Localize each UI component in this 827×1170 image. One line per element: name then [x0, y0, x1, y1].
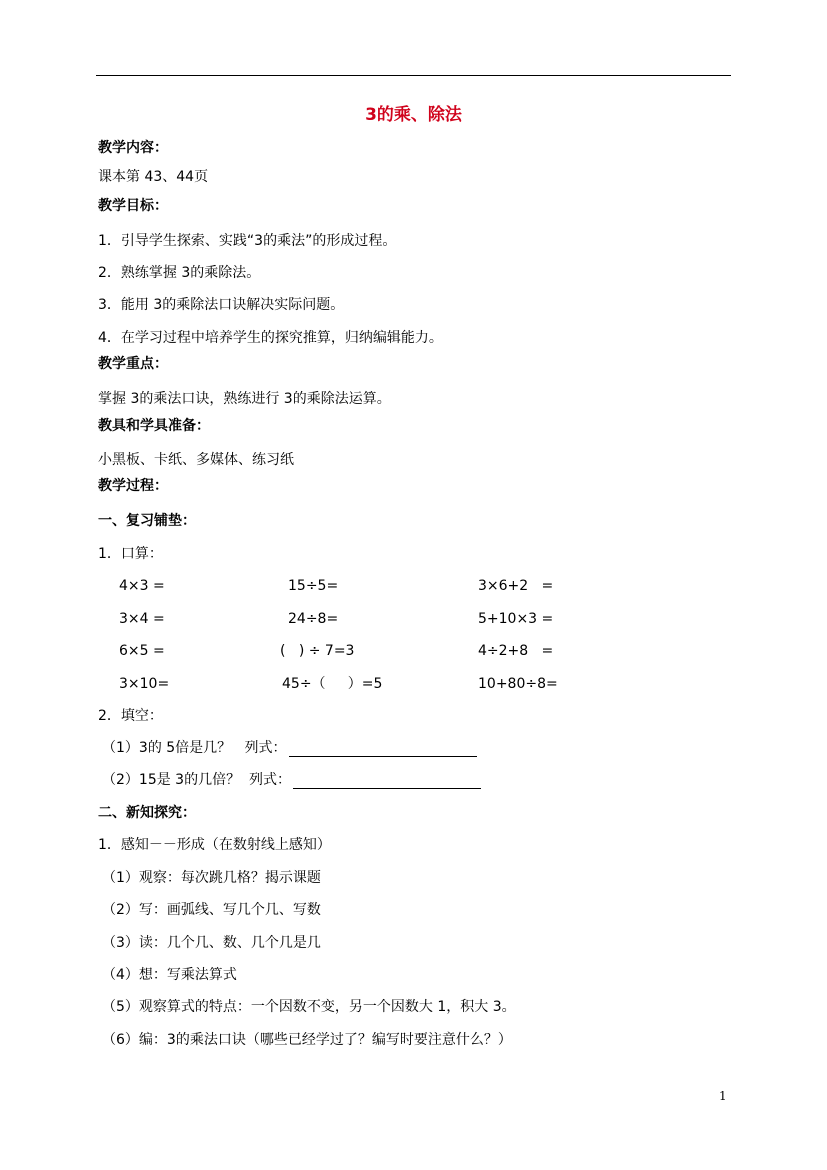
oral-cell: 15÷5=	[288, 578, 339, 594]
key-text: 掌握 3的乘法口诀，熟练进行 3的乘除法运算。	[98, 391, 391, 407]
oral-cell: 3×6+2 =	[478, 578, 554, 594]
oral-cell: 45÷（ ）=5	[282, 676, 383, 692]
answer-blank	[289, 742, 477, 757]
fill-item-text: （1）3的 5倍是几？ 列式：	[102, 740, 287, 756]
key-heading: 教学重点：	[98, 356, 168, 372]
oral-cell: 10+80÷8=	[478, 676, 558, 692]
answer-blank	[293, 774, 481, 789]
explore-item: （3）读：几个几、数、几个几是几	[102, 935, 321, 951]
content-heading: 教学内容：	[98, 140, 168, 156]
tools-heading: 教具和学具准备：	[98, 418, 210, 434]
oral-cell: 6×5 =	[119, 643, 165, 659]
oral-cell: ( ) ÷ 7=3	[280, 643, 355, 659]
oral-cell: 5+10×3 =	[478, 611, 554, 627]
goal-item: 2．熟练掌握 3的乘除法。	[98, 265, 261, 281]
oral-cell: 4÷2+8 =	[478, 643, 554, 659]
goal-item: 4．在学习过程中培养学生的探究推算，归纳编辑能力。	[98, 330, 443, 346]
explore-item: （5）观察算式的特点：一个因数不变，另一个因数大 1，积大 3。	[102, 999, 516, 1015]
fill-label: 2．填空：	[98, 708, 163, 724]
section2-heading: 二、新知探究：	[98, 805, 196, 821]
explore-item: 1．感知－－形成（在数射线上感知）	[98, 837, 331, 853]
oral-cell: 3×4 =	[119, 611, 165, 627]
header-rule	[96, 75, 731, 76]
section1-heading: 一、复习铺垫：	[98, 513, 196, 529]
oral-cell: 4×3 =	[119, 578, 165, 594]
process-heading: 教学过程：	[98, 478, 168, 494]
explore-item: （1）观察：每次跳几格？揭示课题	[102, 870, 321, 886]
explore-item: （6）编：3的乘法口诀（哪些已经学过了？编写时要注意什么？）	[102, 1032, 512, 1048]
tools-text: 小黑板、卡纸、多媒体、练习纸	[98, 452, 294, 468]
content-text: 课本第 43、44页	[98, 169, 209, 185]
oral-cell: 3×10=	[119, 676, 170, 692]
fill-item	[102, 771, 481, 789]
fill-item-text: （2）15是 3的几倍？ 列式：	[102, 772, 291, 788]
oral-cell: 24÷8=	[288, 611, 339, 627]
page-title: 3的乘、除法	[365, 105, 462, 125]
explore-item: （4）想：写乘法算式	[102, 967, 237, 983]
fill-item	[102, 739, 477, 757]
page-number: 1	[719, 1089, 727, 1103]
goal-item: 3．能用 3的乘除法口诀解决实际问题。	[98, 297, 345, 313]
goals-heading: 教学目标：	[98, 198, 168, 214]
explore-item: （2）写：画弧线、写几个几、写数	[102, 902, 321, 918]
oral-label: 1．口算：	[98, 546, 163, 562]
goal-item: 1．引导学生探索、实践“3的乘法”的形成过程。	[98, 233, 397, 249]
